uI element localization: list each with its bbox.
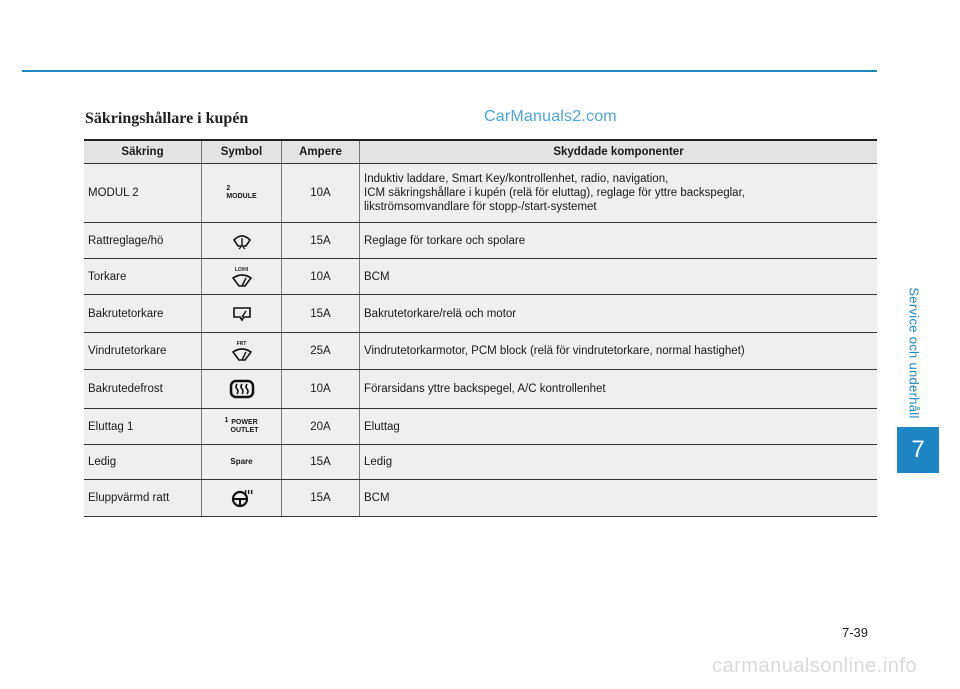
rear-wiper-icon — [231, 305, 253, 323]
fuse-name: Bakrutetorkare — [88, 307, 164, 320]
rear-defrost-icon — [229, 377, 255, 401]
components: BCM — [359, 480, 877, 516]
top-rule — [22, 70, 877, 72]
chapter-number: 7 — [911, 436, 925, 463]
components: Förarsidans yttre backspegel, A/C kontrollenhet — [359, 370, 877, 408]
fuse-name: Rattreglage/hö — [88, 234, 164, 247]
components — [359, 164, 877, 222]
fuse-name: Eluppvärmd ratt — [88, 492, 170, 504]
symbol-text: MODULE — [226, 193, 257, 200]
ampere: 15A — [281, 223, 359, 258]
table-row — [84, 409, 877, 445]
footer-watermark: carmanualsonline.info — [712, 655, 918, 677]
spare-symbol: Spare — [230, 457, 253, 466]
watermark: CarManuals2.com — [484, 108, 617, 125]
symbol-cell — [201, 223, 281, 258]
section-side-label — [906, 285, 922, 420]
page-number: 7-39 — [842, 625, 869, 640]
wiper-low-icon — [231, 266, 253, 288]
table-row — [84, 333, 877, 370]
table-row — [84, 223, 877, 259]
symbol-cell — [201, 370, 281, 408]
header-fuse: Säkring — [121, 146, 164, 158]
components: Bakrutetorkare/relä och motor — [359, 295, 877, 332]
ampere: 15A — [281, 480, 359, 516]
heated-steering-icon — [231, 488, 253, 508]
fuse-name: Eluttag 1 — [88, 420, 134, 433]
ampere: 25A — [281, 333, 359, 369]
ampere: 20A — [281, 409, 359, 444]
components-line: ICM säkringshållare i kupén (relä för eluttag), reglage för yttre backspeglar, — [364, 187, 745, 199]
symbol-text: OUTLET — [230, 426, 259, 434]
fuse-name: MODUL 2 — [88, 187, 139, 199]
symbol-cell — [201, 259, 281, 294]
page-title: Säkringshållare i kupén — [85, 110, 249, 127]
components: BCM — [359, 259, 877, 294]
table-row — [84, 480, 877, 517]
fuse-table — [84, 139, 877, 517]
table-header-row — [84, 141, 877, 164]
symbol-cell — [201, 445, 281, 479]
table-row — [84, 164, 877, 223]
components-line: Induktiv laddare, Smart Key/kontrollenhet, radio, navigation, — [364, 173, 669, 185]
components: Ledig — [359, 445, 877, 479]
table-row — [84, 370, 877, 409]
power-outlet-symbol — [224, 416, 259, 435]
section-label-text: Service och underhåll — [906, 286, 922, 419]
chapter-tab — [897, 427, 939, 473]
components-line: likströmsomvandlare för stopp-/start-systemet — [364, 201, 597, 213]
ampere: 15A — [281, 445, 359, 479]
header-components: Skyddade komponenter — [359, 141, 877, 163]
table-row — [84, 445, 877, 480]
washer-icon — [231, 232, 253, 250]
ampere: 10A — [281, 259, 359, 294]
symbol-cell — [201, 333, 281, 369]
header-symbol: Symbol — [201, 141, 281, 163]
symbol-index: 2 — [226, 185, 231, 192]
table-row — [84, 259, 877, 295]
symbol-cell — [201, 164, 281, 222]
fuse-name: Vindrutetorkare — [88, 345, 167, 357]
ampere: 10A — [281, 370, 359, 408]
symbol-cell — [201, 409, 281, 444]
front-wiper-icon — [231, 340, 253, 362]
module-symbol — [226, 185, 256, 201]
header-ampere: Ampere — [281, 141, 359, 163]
fuse-name: Bakrutedefrost — [88, 383, 163, 395]
components: Eluttag — [359, 409, 877, 444]
ampere: 15A — [281, 295, 359, 332]
symbol-index: 1 — [224, 416, 229, 424]
symbol-text: POWER — [231, 418, 258, 426]
components: Vindrutetorkarmotor, PCM block (relä för vindrutetorkare, normal hastighet) — [359, 333, 877, 369]
symbol-text: FRT — [236, 341, 247, 347]
symbol-text: LO/HI — [234, 266, 249, 273]
symbol-cell — [201, 480, 281, 516]
symbol-cell — [201, 295, 281, 332]
fuse-name: Torkare — [88, 270, 127, 283]
table-row — [84, 295, 877, 333]
fuse-name: Ledig — [88, 456, 117, 468]
ampere: 10A — [281, 164, 359, 222]
components: Reglage för torkare och spolare — [359, 223, 877, 258]
